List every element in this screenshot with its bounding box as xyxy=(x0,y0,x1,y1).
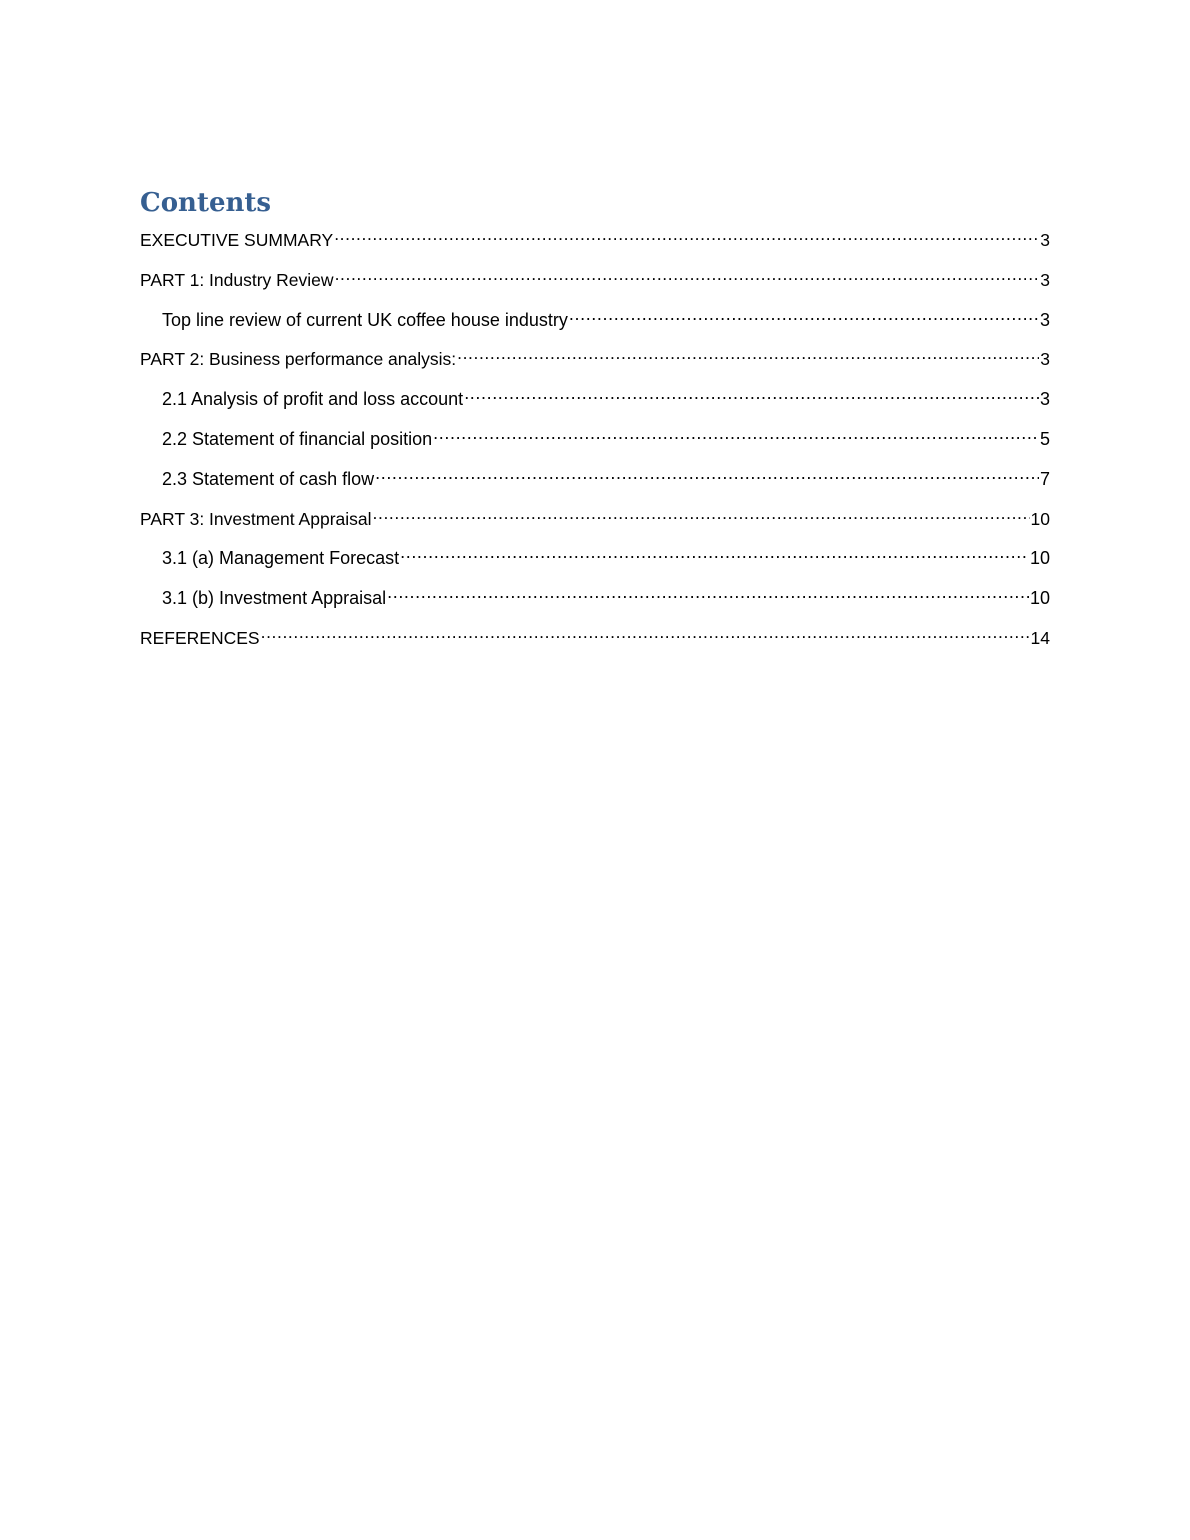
toc-entry-label: 3.1 (a) Management Forecast xyxy=(162,548,400,569)
toc-page-number: 3 xyxy=(1040,230,1050,250)
toc-entry-2-3[interactable] xyxy=(140,461,1050,501)
toc-entry-part-2[interactable] xyxy=(140,341,1050,381)
toc-entry-label: REFERENCES xyxy=(140,627,260,648)
toc-dot-leader xyxy=(261,620,1030,644)
toc-page-number: 3 xyxy=(1039,389,1050,410)
toc-entry-label: PART 3: Investment Appraisal xyxy=(140,508,372,529)
toc-dot-leader xyxy=(457,341,1039,365)
toc-entry-label: 3.1 (b) Investment Appraisal xyxy=(162,588,387,609)
toc-entry-label: 2.2 Statement of financial position xyxy=(162,428,433,449)
toc-entry-label: PART 2: Business performance analysis: xyxy=(140,349,457,370)
toc-dot-leader xyxy=(373,501,1030,525)
toc-entry-label: PART 1: Industry Review xyxy=(140,269,334,290)
toc-page-number: 7 xyxy=(1039,468,1050,489)
toc-dot-leader xyxy=(400,540,1029,564)
toc-entry-3-1-a[interactable] xyxy=(140,540,1050,580)
toc-dot-leader xyxy=(464,381,1039,405)
toc-page-number: 3 xyxy=(1040,349,1050,370)
toc-entry-label: EXECUTIVE SUMMARY xyxy=(140,230,334,250)
toc-page-number: 10 xyxy=(1029,588,1050,609)
toc-page-number: 3 xyxy=(1039,309,1050,330)
toc-page-number: 3 xyxy=(1040,269,1050,290)
toc-entry-label: Top line review of current UK coffee house industry xyxy=(162,309,568,330)
table-of-contents xyxy=(140,186,1050,660)
toc-entry-2-2[interactable] xyxy=(140,421,1050,461)
toc-page-number: 10 xyxy=(1029,548,1050,569)
toc-entry-3-1-b[interactable] xyxy=(140,580,1050,620)
toc-entry-references[interactable] xyxy=(140,620,1050,660)
toc-dot-leader xyxy=(433,421,1039,445)
toc-page-number: 5 xyxy=(1039,428,1050,449)
toc-entry-label: 2.1 Analysis of profit and loss account xyxy=(162,389,464,410)
toc-entry-top-line-review[interactable] xyxy=(140,302,1050,342)
toc-dot-leader xyxy=(335,262,1040,286)
toc-dot-leader xyxy=(569,302,1039,326)
toc-entry-part-1[interactable] xyxy=(140,262,1050,302)
toc-entry-executive-summary[interactable] xyxy=(140,222,1050,262)
toc-entries xyxy=(140,222,1050,660)
toc-dot-leader xyxy=(375,461,1039,485)
toc-entry-2-1[interactable] xyxy=(140,381,1050,421)
toc-page-number: 10 xyxy=(1030,508,1050,529)
toc-dot-leader xyxy=(387,580,1029,604)
toc-dot-leader xyxy=(334,222,1039,246)
toc-entry-label: 2.3 Statement of cash flow xyxy=(162,468,375,489)
toc-entry-part-3[interactable] xyxy=(140,501,1050,541)
toc-title: Contents xyxy=(140,188,272,218)
toc-page-number: 14 xyxy=(1030,627,1050,648)
